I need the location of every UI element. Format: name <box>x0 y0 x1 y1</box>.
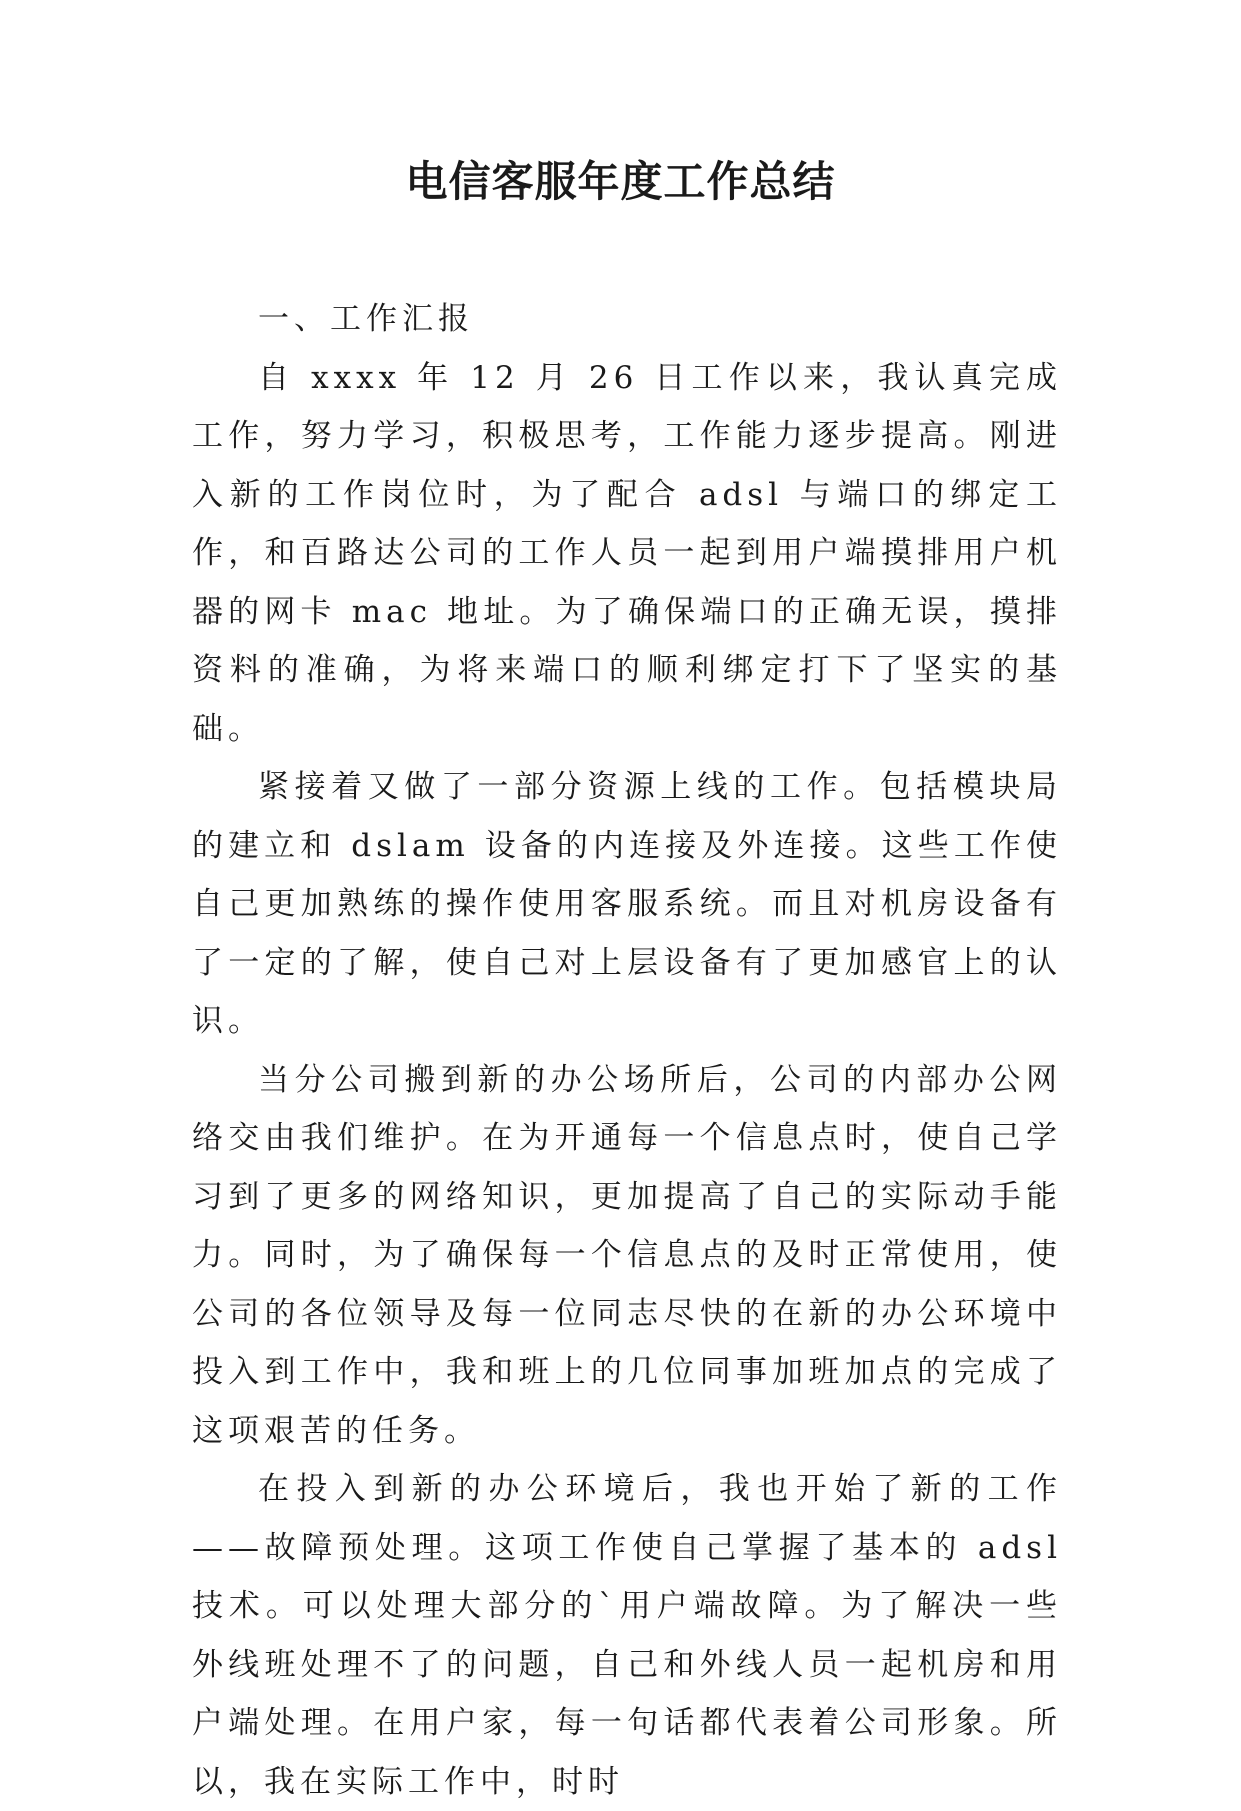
body-paragraph-1: 自 xxxx 年 12 月 26 日工作以来，我认真完成工作，努力学习，积极思考，工作能力逐步提高。刚进入新的工作岗位时，为了配合 adsl 与端口的绑定工作，和百路达公司的工作人员一起到用户端摸排用户机器的网卡 mac 地址。为了确保端口的正确无误，摸排资料的准确，为将来端口的顺利绑定打下了坚实的基础。 <box>192 359 1062 747</box>
body-paragraph-4: 在投入到新的办公环境后，我也开始了新的工作——故障预处理。这项工作使自己掌握了基本的 adsl 技术。可以处理大部分的`用户端故障。为了解决一些外线班处理不了的问题，自己和外线人员一起机房和用户端处理。在用户家，每一句话都代表着公司形象。所以，我在实际工作中，时时 <box>192 1471 1062 1800</box>
document-title: 电信客服年度工作总结 <box>405 157 836 206</box>
document-body <box>192 290 1062 1811</box>
section-heading: 一、工作汇报 <box>258 301 474 337</box>
body-paragraph-3: 当分公司搬到新的办公场所后，公司的内部办公网络交由我们维护。在为开通每一个信息点时，使自己学习到了更多的网络知识，更加提高了自己的实际动手能力。同时，为了确保每一个信息点的及时正常使用，使公司的各位领导及每一位同志尽快的在新的办公环境中投入到工作中，我和班上的几位同事加班加点的完成了这项艰苦的任务。 <box>192 1061 1062 1449</box>
body-paragraph-2: 紧接着又做了一部分资源上线的工作。包括模块局的建立和 dslam 设备的内连接及外连接。这些工作使自己更加熟练的操作使用客服系统。而且对机房设备有了一定的了解，使自己对上层设备有了更加感官上的认识。 <box>192 769 1062 1039</box>
